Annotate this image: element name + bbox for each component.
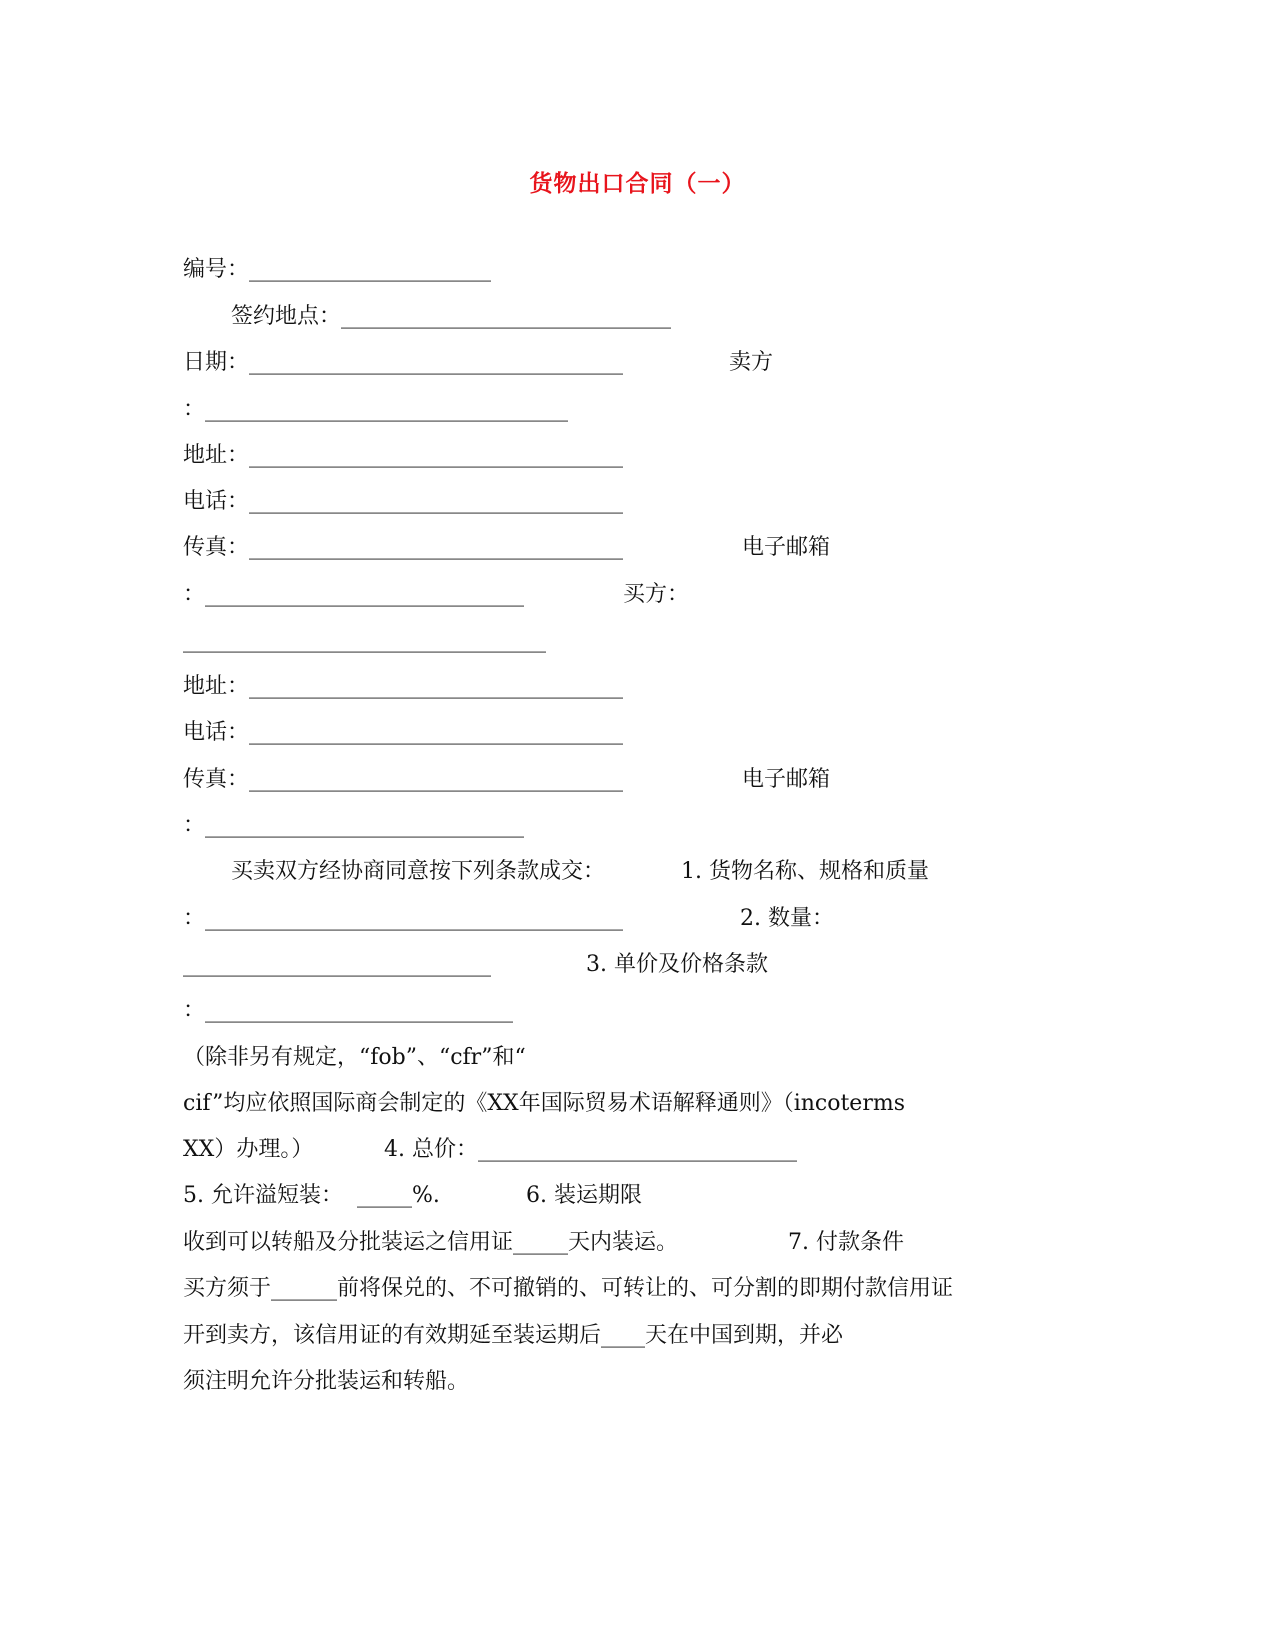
tolerance-line: 5. 允许溢短装： _____%. <box>183 1183 440 1208</box>
buyer-email-label: 电子邮箱 <box>742 767 831 792</box>
seller-label: 卖方 <box>729 350 774 375</box>
unit-price-line: ：____________________________ <box>183 998 514 1023</box>
clause-7-heading: 7. 付款条件 <box>788 1230 904 1255</box>
payment-terms-line-2: 开到卖方，该信用证的有效期延至装运期后____天在中国到期，并必 <box>183 1323 844 1348</box>
seller-fax-line: 传真：__________________________________ <box>183 535 624 560</box>
clause-6-heading: 6. 装运期限 <box>526 1183 642 1208</box>
clause-2-heading: 2. 数量： <box>740 906 834 931</box>
incoterms-note-3: XX）办理。） <box>183 1137 314 1162</box>
seller-phone-line: 电话：__________________________________ <box>183 489 624 514</box>
contract-number-line: 编号：______________________ <box>183 257 492 282</box>
buyer-phone-line: 电话：__________________________________ <box>183 720 624 745</box>
total-price-line: 4. 总价：_____________________________ <box>384 1137 797 1162</box>
payment-terms-line-3: 须注明允许分批装运和转船。 <box>183 1369 470 1394</box>
incoterms-note-2: cif”均应依照国际商会制定的《XX年国际贸易术语解释通则》（incoterms <box>183 1091 905 1116</box>
goods-description-line: ：______________________________________ <box>183 906 624 931</box>
buyer-email-line: ：_____________________________ <box>183 813 525 838</box>
agreement-intro: 买卖双方经协商同意按下列条款成交： <box>231 859 606 884</box>
signing-place-line: 签约地点：______________________________ <box>231 304 672 329</box>
seller-email-line: ：_____________________________ <box>183 582 525 607</box>
seller-name-line: ：_________________________________ <box>183 397 569 422</box>
seller-address-line: 地址：__________________________________ <box>183 443 624 468</box>
buyer-address-line: 地址：__________________________________ <box>183 674 624 699</box>
buyer-label: 买方： <box>623 582 690 607</box>
buyer-name-line: _________________________________ <box>183 628 546 653</box>
date-line: 日期：__________________________________ <box>183 350 624 375</box>
document-title: 货物出口合同（一） <box>529 170 746 197</box>
clause-1-heading: 1. 货物名称、规格和质量 <box>681 859 929 884</box>
quantity-line: ____________________________ <box>183 952 491 977</box>
clause-3-heading: 3. 单价及价格条款 <box>586 952 768 977</box>
seller-email-label: 电子邮箱 <box>742 535 831 560</box>
shipment-period-line: 收到可以转船及分批装运之信用证_____天内装运。 <box>183 1230 679 1255</box>
payment-terms-line-1: 买方须于______前将保兑的、不可撤销的、可转让的、可分割的即期付款信用证 <box>183 1276 954 1301</box>
buyer-fax-line: 传真：__________________________________ <box>183 767 624 792</box>
incoterms-note-1: （除非另有规定，“fob”、“cfr”和“ <box>183 1045 526 1070</box>
